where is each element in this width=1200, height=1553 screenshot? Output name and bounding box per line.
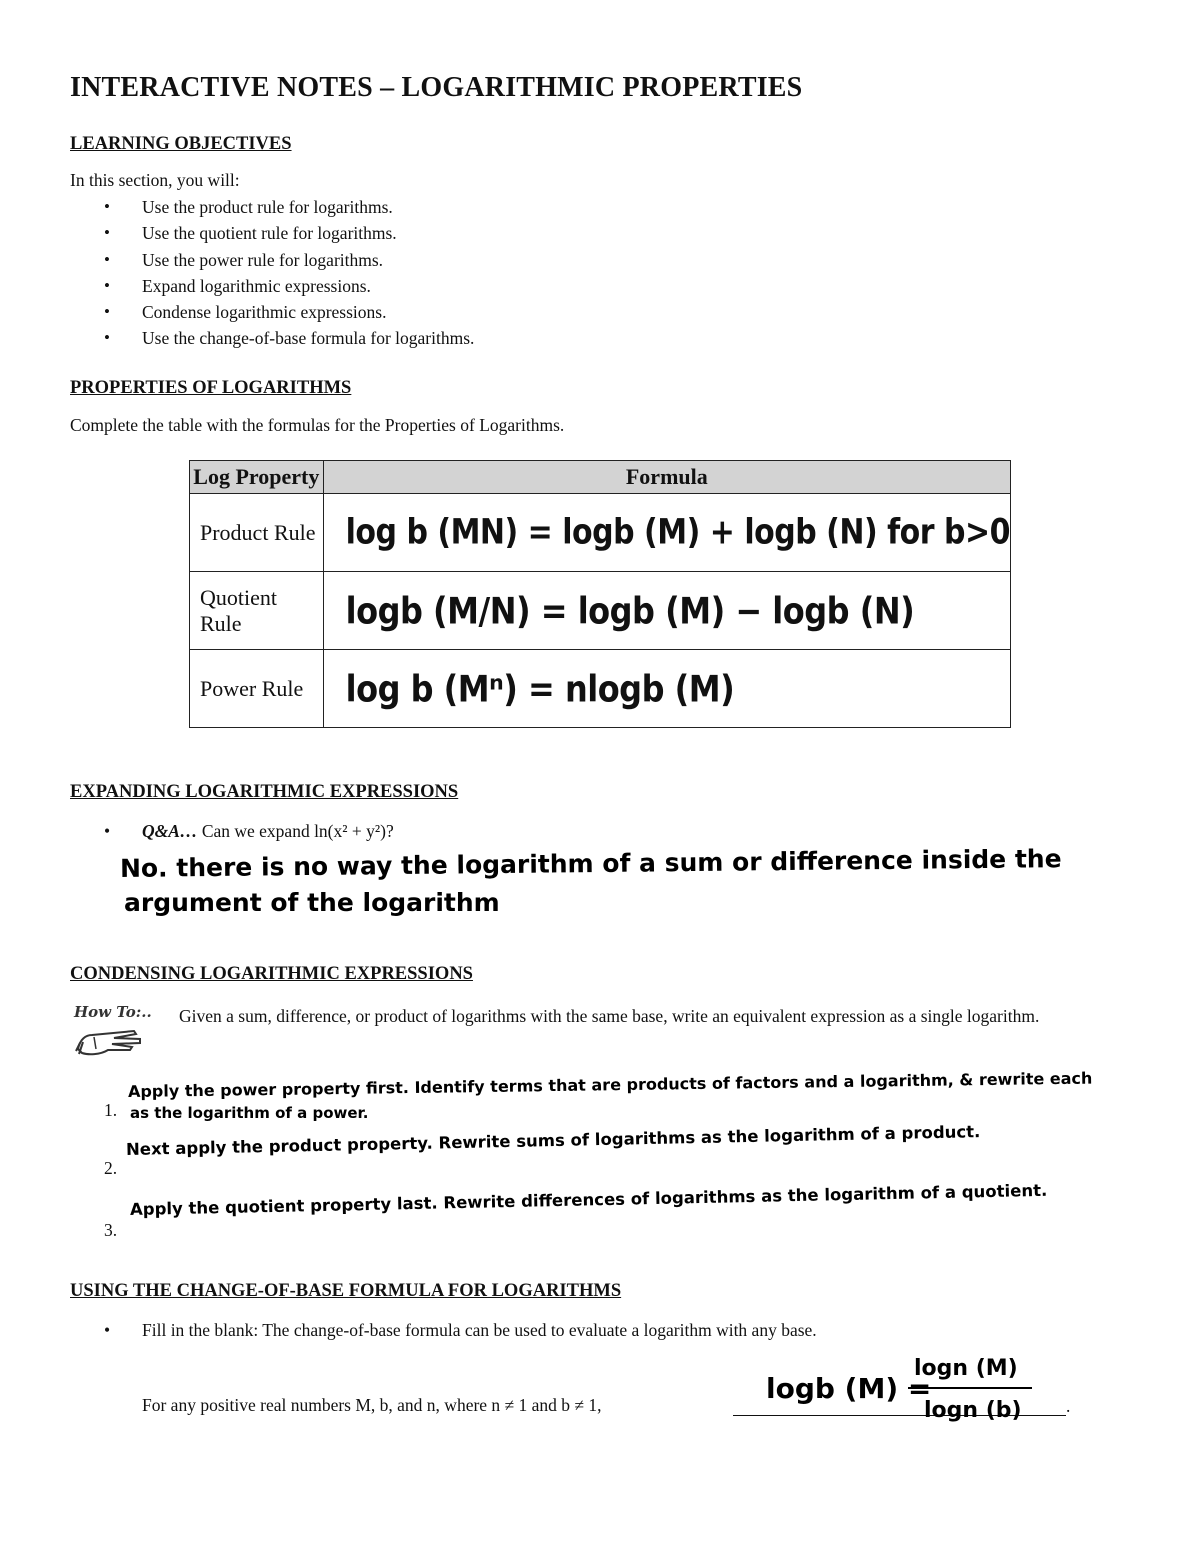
change-of-base-bullet: Fill in the blank: The change-of-base formula can be used to evaluate a logarithm with any base. bbox=[142, 1320, 817, 1340]
list-item: • Use the power rule for logarithms. bbox=[70, 247, 970, 273]
how-to-label: How To:.. bbox=[74, 1003, 152, 1021]
handwritten-step-3: Apply the quotient property last. Rewrite differences of logarithms as the logarithm of a quotient. bbox=[129, 1180, 1048, 1219]
handwritten-formula: logb (M/N) = logb (M) − logb (N) bbox=[345, 588, 915, 633]
properties-heading: PROPERTIES OF LOGARITHMS bbox=[70, 378, 352, 398]
change-of-base-heading: USING THE CHANGE-OF-BASE FORMULA FOR LOGARITHMS bbox=[70, 1281, 622, 1301]
handwritten-answer-line1: No. there is no way the logarithm of a sum or difference inside the bbox=[119, 844, 1062, 883]
handwritten-formula: log b (MN) = logb (M) + logb (N) for b>0 bbox=[345, 512, 1010, 553]
qa-bullet-icon: • bbox=[104, 821, 111, 841]
step-number: 3. bbox=[104, 1220, 118, 1240]
how-to-text: Given a sum, difference, or product of logarithms with the same base, write an equivalent expression as a single logarithm. bbox=[179, 1006, 1040, 1026]
properties-instruction: Complete the table with the formulas for the Properties of Logarithms. bbox=[70, 415, 565, 435]
formula-cell bbox=[323, 572, 1010, 650]
handwritten-change-of-base-denominator: logn (b) bbox=[924, 1398, 1022, 1423]
end-period: . bbox=[1066, 1396, 1071, 1416]
condensing-heading: CONDENSING LOGARITHMIC EXPRESSIONS bbox=[70, 964, 473, 984]
list-item: • Use the quotient rule for logarithms. bbox=[70, 220, 970, 246]
handwritten-change-of-base-lhs: logb (M) = bbox=[766, 1372, 932, 1405]
step-number: 1. bbox=[104, 1100, 118, 1120]
formula-cell bbox=[323, 494, 1010, 572]
handwritten-step-2: Next apply the product property. Rewrite sums of logarithms as the logarithm of a product. bbox=[125, 1122, 981, 1159]
learning-objectives-heading: LEARNING OBJECTIVES bbox=[70, 134, 292, 154]
qa-question bbox=[142, 821, 394, 842]
list-item: • Use the change-of-base formula for logarithms. bbox=[70, 325, 970, 351]
property-name-cell: Power Rule bbox=[190, 650, 324, 728]
handwritten-step-1-line1: Apply the power property first. Identify terms that are products of factors and a logarithm, & rewrite each bbox=[127, 1068, 1093, 1101]
qa-text: Can we expand ln(x² + y²)? bbox=[201, 821, 394, 841]
table-row bbox=[190, 572, 1011, 650]
formula-cell bbox=[323, 650, 1010, 728]
page-title: INTERACTIVE NOTES – LOGARITHMIC PROPERTIES bbox=[70, 72, 803, 103]
property-name-cell: Product Rule bbox=[190, 494, 324, 572]
table-row bbox=[190, 650, 1011, 728]
learning-objectives-list bbox=[70, 194, 970, 352]
table-header-formula: Formula bbox=[323, 461, 1010, 494]
pointing-hand-icon bbox=[74, 1021, 154, 1061]
handwritten-answer-line2: argument of the logarithm bbox=[124, 888, 500, 917]
step-number: 2. bbox=[104, 1158, 118, 1178]
change-of-base-bullet-icon: • bbox=[104, 1320, 111, 1340]
list-item: • Condense logarithmic expressions. bbox=[70, 299, 970, 325]
handwritten-change-of-base-numerator: logn (M) bbox=[914, 1356, 1018, 1381]
table-header-row bbox=[190, 461, 1011, 494]
log-properties-table bbox=[189, 460, 1011, 728]
fraction-bar bbox=[908, 1387, 1032, 1389]
table-row bbox=[190, 494, 1011, 572]
qa-label: Q&A… bbox=[142, 821, 198, 841]
change-of-base-statement: For any positive real numbers M, b, and n, where n ≠ 1 and b ≠ 1, bbox=[142, 1395, 602, 1415]
handwritten-formula: log b (Mⁿ) = nlogb (M) bbox=[345, 666, 735, 711]
handwritten-step-1-line2: as the logarithm of a power. bbox=[130, 1104, 369, 1122]
property-name-cell: Quotient Rule bbox=[190, 572, 324, 650]
learning-objectives-intro: In this section, you will: bbox=[70, 170, 240, 190]
table-header-log-property: Log Property bbox=[190, 461, 324, 494]
list-item: • Expand logarithmic expressions. bbox=[70, 273, 970, 299]
expanding-heading: EXPANDING LOGARITHMIC EXPRESSIONS bbox=[70, 782, 459, 802]
how-to-pointing-hand-icon bbox=[74, 1003, 158, 1073]
list-item: • Use the product rule for logarithms. bbox=[70, 194, 970, 220]
